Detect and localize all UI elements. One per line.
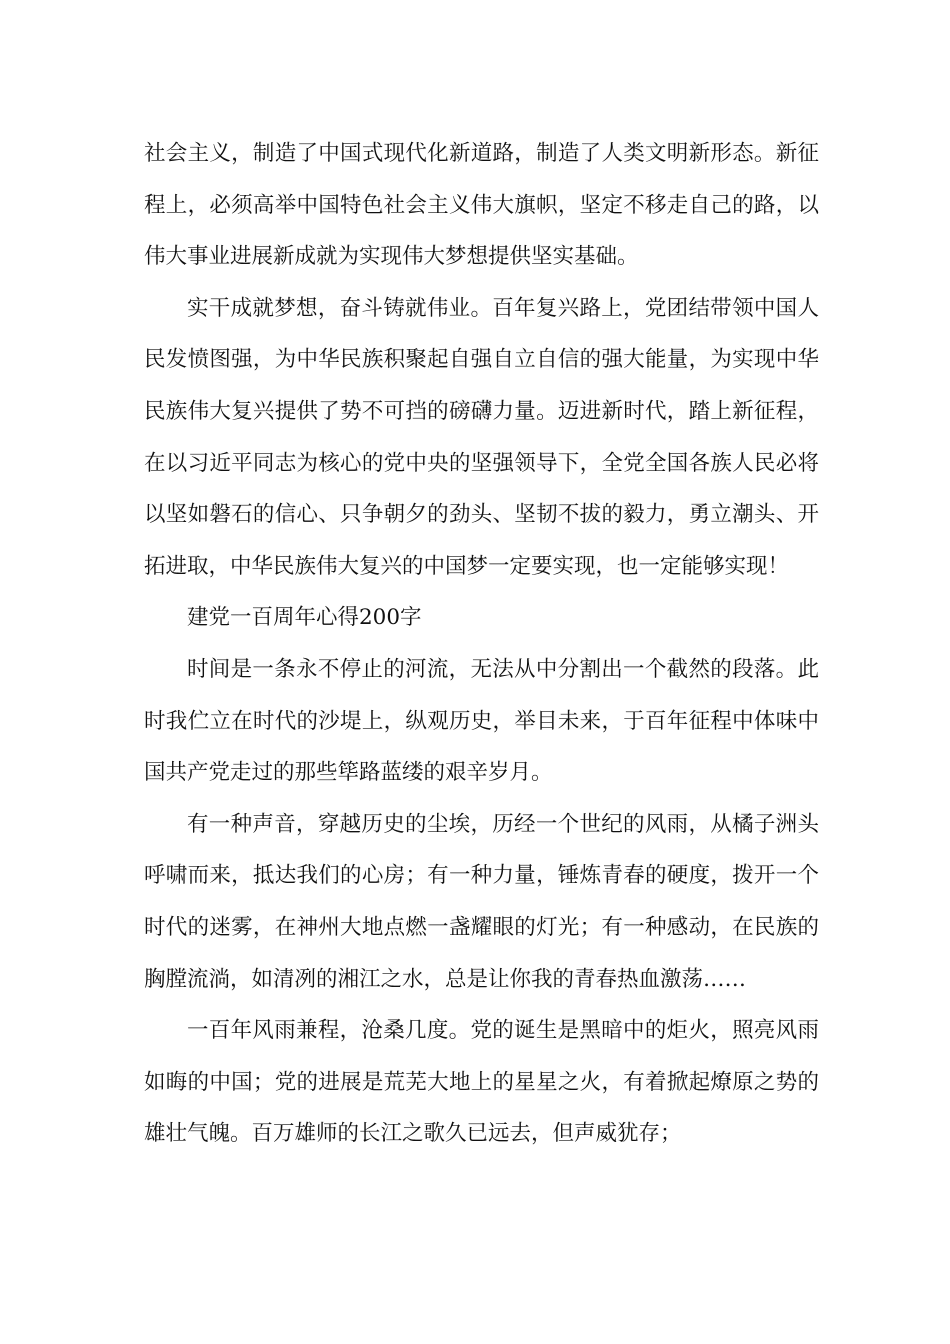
paragraph: 时间是一条永不停止的河流，无法从中分割出一个截然的段落。此时我伫立在时代的沙堤上，纵观历史，举目未来，于百年征程中体味中国共产党走过的那些筚路蓝缕的艰辛岁月。 [144, 656, 819, 786]
paragraph-continuation: 社会主义，制造了中国式现代化新道路，制造了人类文明新形态。新征程上，必须高举中国特色社会主义伟大旗帜，坚定不移走自己的路，以伟大事业进展新成就为实现伟大梦想提供坚实基础。 [144, 141, 819, 270]
paragraph: 有一种声音，穿越历史的尘埃，历经一个世纪的风雨，从橘子洲头呼啸而来，抵达我们的心房；有一种力量，锤炼青春的硬度，拨开一个时代的迷雾，在神州大地点燃一盏耀眼的灯光；有一种感动，在民族的胸膛流淌，如清冽的湘江之水，总是让你我的青春热血激荡…… [144, 811, 819, 992]
paragraph: 一百年风雨兼程，沧桑几度。党的诞生是黑暗中的炬火，照亮风雨如晦的中国；党的进展是荒芜大地上的星星之火，有着掀起燎原之势的雄壮气魄。百万雄师的长江之歌久已远去，但声威犹存； [144, 1018, 819, 1147]
document-body [144, 128, 819, 1160]
section-heading: 建党一百周年心得200字 [187, 605, 422, 631]
paragraph: 实干成就梦想，奋斗铸就伟业。百年复兴路上，党团结带领中国人民发愤图强，为中华民族积聚起自强自立自信的强大能量，为实现中华民族伟大复兴提供了势不可挡的磅礴力量。迈进新时代，踏上新征程，在以习近平同志为核心的党中央的坚强领导下，全党全国各族人民必将以坚如磐石的信心、只争朝夕的劲头、坚韧不拔的毅力，勇立潮头、开拓进取，中华民族伟大复兴的中国梦一定要实现，也一定能够实现！ [144, 295, 819, 579]
